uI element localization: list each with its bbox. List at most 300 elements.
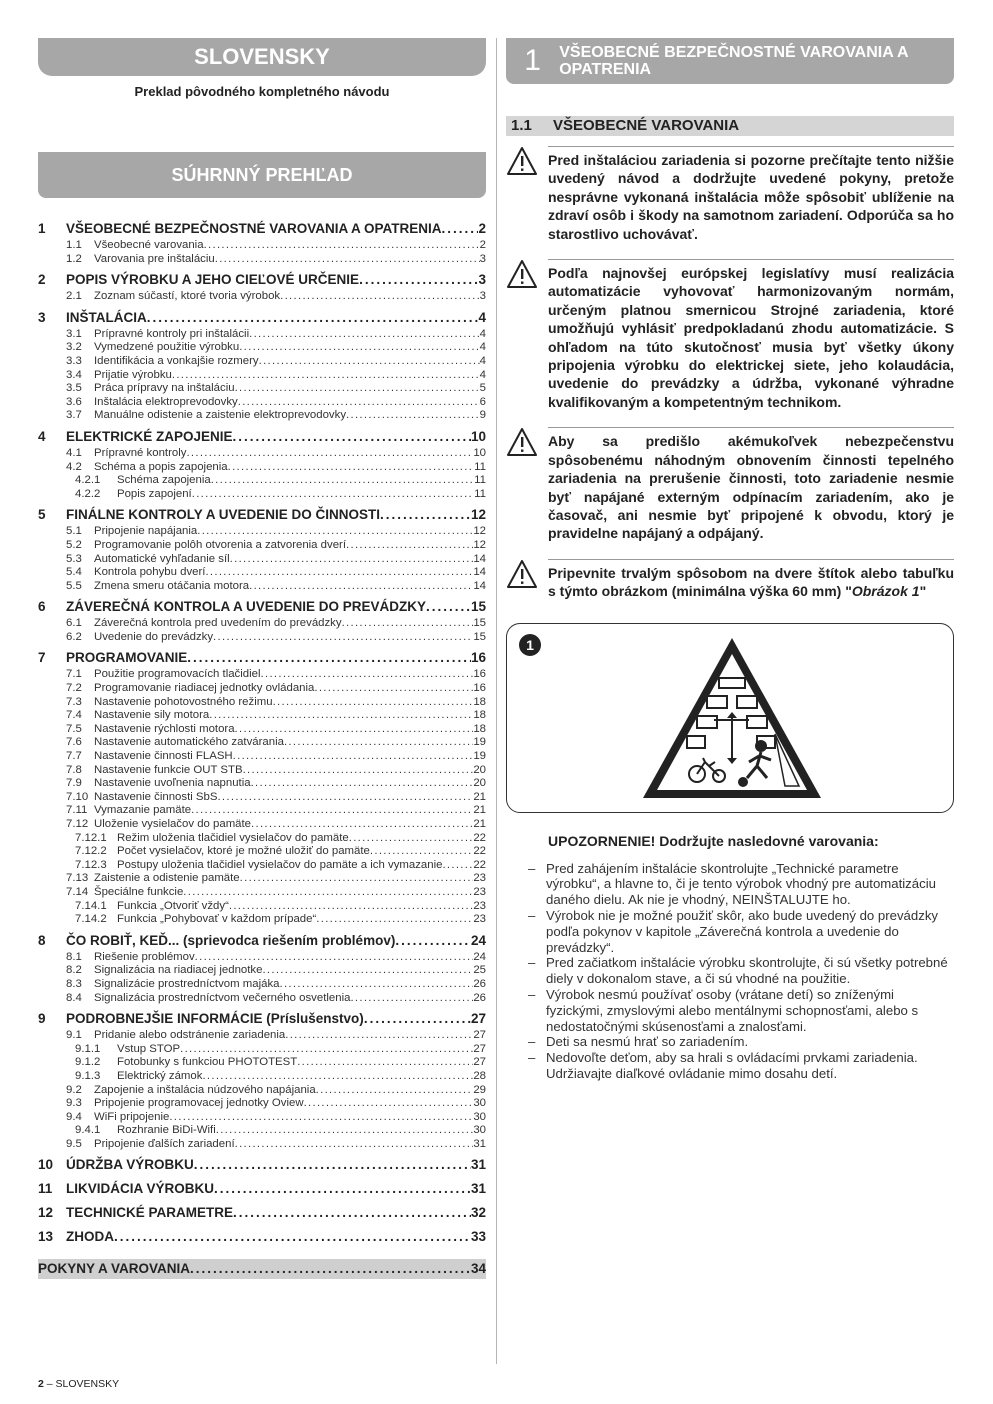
warning-text: Aby sa predišlo akémukoľvek nebezpečenstvu spôsobenému náhodným obnovením činnosti tepelného zariadenia na prerušenie činnosti, toto zariadenie nesmie byť napájané externým odpínacím zariadením, ako je časovač, ani nesmie byť pripojené k obvodu, ktorý je pravidelne napájaný a odpájaný.: [548, 427, 954, 542]
toc-num: 8.2: [66, 964, 82, 977]
toc-num: 9: [38, 1011, 46, 1027]
toc-num: 3.7: [66, 409, 82, 422]
toc-num: 3.4: [66, 368, 82, 381]
toc-num: 7.2: [66, 682, 82, 695]
toc-page: 14: [473, 579, 486, 592]
toc-section-1[interactable]: [38, 218, 486, 239]
toc-page: 3: [479, 252, 486, 265]
toc-num: 5.4: [66, 566, 82, 579]
toc-subsection-9.1.1[interactable]: [38, 1043, 486, 1057]
warning-text: Pripevnite trvalým spôsobom na dvere štítok alebo tabuľku s týmto obrázkom (minimálna výška 60 mm) "Obrázok 1": [548, 559, 954, 601]
toc-num: 7.14: [66, 885, 89, 898]
toc-page: 28: [473, 1069, 486, 1082]
toc-num: 4.2.1: [75, 474, 101, 487]
toc-subsection-7.1[interactable]: [38, 668, 486, 682]
toc-num: 8.1: [66, 950, 82, 963]
toc-dots: [316, 913, 473, 927]
toc-page: 29: [473, 1083, 486, 1096]
toc-section-12[interactable]: [38, 1202, 486, 1223]
toc-num: 9.1: [66, 1029, 82, 1042]
toc-subsection-6.1[interactable]: [38, 617, 486, 631]
toc-title: Programovanie riadiacej jednotky ovládania: [94, 682, 315, 695]
toc-subsection-5.2[interactable]: [38, 539, 486, 553]
toc-subsection-3.4[interactable]: [38, 369, 486, 383]
toc-dots: [169, 1111, 473, 1125]
toc-num: 2.1: [66, 290, 82, 303]
toc-dots: [284, 736, 473, 750]
toc-num: 8: [38, 932, 46, 948]
bullet-dash: –: [528, 907, 536, 923]
warning-triangle-icon: [506, 559, 548, 601]
caution-list: [528, 860, 954, 1082]
list-item: [528, 1034, 954, 1050]
bullet-dash: –: [528, 955, 536, 971]
toc-num: 9.5: [66, 1137, 82, 1150]
toc-dots: [364, 1008, 471, 1029]
toc-subsection-9.5[interactable]: [38, 1138, 486, 1152]
toc-title: Riešenie problémov: [94, 950, 195, 963]
toc-dots: [194, 1154, 471, 1175]
toc-subsection-4.2.2[interactable]: [38, 488, 486, 502]
toc-title: Prípravné kontroly pri inštalácii: [94, 327, 250, 340]
toc-page: 31: [473, 1137, 486, 1150]
toc-title: Nastavenie sily motora: [94, 709, 210, 722]
toc-page: 15: [473, 630, 486, 643]
list-item-text: Pred začiatkom inštalácie výrobku skontrolujte, či sú všetky potrebné diely v dokonalom stave, a či sú vhodné na použitie.: [546, 955, 948, 987]
toc-dots: [228, 461, 475, 475]
toc-subsection-9.4.1[interactable]: [38, 1124, 486, 1138]
warning-text: Podľa najnovšej európskej legislatívy musí realizácia automatizácie vyhovovať harmonizovaným normám, určeným platnou smernicou Strojné zariadenia, ktoré umožňujú vyhlásiť predpokladanú zhodu automatizácie. S ohľadom na túto skutočnosť musia byť všetky úkony pripojenia výrobku do elektrickej siete, jeho kolaudácia, uvedenie do prevádzky a údržba, vykonané výhradne kvalifikovaným a kompetentným technikom.: [548, 259, 954, 411]
toc-section-6[interactable]: [38, 596, 486, 617]
toc-subsection-5.5[interactable]: [38, 580, 486, 594]
toc-subsection-6.2[interactable]: [38, 631, 486, 645]
toc-page: 4: [479, 341, 486, 354]
toc-pokyny-text: POKYNY A VAROVANIA: [38, 1261, 191, 1277]
toc-page: 15: [473, 617, 486, 630]
toc-page: 14: [473, 552, 486, 565]
warning-triangle-icon: [506, 427, 548, 542]
toc-page: 22: [473, 858, 486, 871]
toc-num: 3.5: [66, 382, 82, 395]
toc-dots: [192, 488, 474, 502]
toc-subsection-3.2[interactable]: [38, 341, 486, 355]
toc-num: 7.5: [66, 722, 82, 735]
toc-title: Uvedenie do prevádzky: [94, 630, 214, 643]
toc-subsection-9.3[interactable]: [38, 1097, 486, 1111]
list-item: [528, 986, 954, 1034]
toc-num: 4.1: [66, 446, 82, 459]
toc-page: 10: [470, 428, 486, 444]
toc-title: Všeobecné varovania: [94, 239, 204, 251]
toc-num: 9.4.1: [75, 1124, 101, 1137]
toc-page: 12: [473, 538, 486, 551]
toc-title: Funkcia „Otvoriť vždy“: [117, 899, 229, 912]
toc-title: VŠEOBECNÉ BEZPEČNOSTNÉ VAROVANIA A OPATRENIA: [66, 221, 442, 236]
toc-dots: [191, 804, 473, 818]
toc-subsection-9.1.2[interactable]: [38, 1056, 486, 1070]
toc-dots: [195, 951, 474, 965]
toc-subsection-8.2[interactable]: [38, 964, 486, 978]
toc-subsection-7.10[interactable]: [38, 791, 486, 805]
toc-dots: [314, 682, 473, 696]
toc-title: Nastavenie rýchlosti motora: [94, 722, 235, 735]
toc-dots: [273, 696, 474, 710]
toc-page: 20: [473, 777, 486, 790]
toc-section-13[interactable]: [38, 1226, 486, 1247]
section-number: 1: [524, 44, 541, 77]
toc-title: Signalizácia prostredníctvom večerného osvetlenia: [94, 991, 351, 1004]
toc-page: 23: [473, 885, 486, 898]
column-divider: [496, 38, 497, 1364]
toc-subsection-4.2.1[interactable]: [38, 474, 486, 488]
toc-title: Elektrický zámok: [117, 1069, 203, 1082]
toc-section-2[interactable]: [38, 269, 486, 290]
toc-dots: [249, 328, 480, 342]
toc-page: 2: [479, 239, 486, 251]
toc-dots: [211, 474, 474, 488]
toc-section-5[interactable]: [38, 504, 486, 525]
list-item: [528, 1050, 954, 1082]
toc-dots: [304, 1097, 474, 1111]
toc-title: Programovanie polôh otvorenia a zatvorenia dverí: [94, 538, 347, 551]
toc-num: 9.1.2: [75, 1056, 101, 1069]
bullet-dash: –: [528, 1034, 536, 1050]
toc-subsection-7.12[interactable]: [38, 818, 486, 832]
toc-section-10[interactable]: [38, 1154, 486, 1175]
toc-page: 16: [470, 650, 486, 666]
toc-subsection-7.13[interactable]: [38, 872, 486, 886]
toc-dots: [147, 307, 479, 328]
toc-dots: [442, 859, 473, 873]
toc-section-4[interactable]: [38, 426, 486, 447]
toc-dots: [230, 553, 474, 567]
list-item-text: Výrobok nesmú používať osoby (vrátane detí) so zníženými fyzickými, zmyslovými alebo mentálnymi schopnosťami, alebo s nedostatočnými skúsenosťami a znalosťami.: [546, 986, 919, 1034]
toc-title: Schéma a popis zapojenia: [94, 460, 228, 473]
toc-page: 30: [473, 1110, 486, 1123]
toc-subsection-3.7[interactable]: [38, 409, 486, 423]
toc-subsection-7.12.1[interactable]: [38, 832, 486, 846]
toc-subsection-7.8[interactable]: [38, 764, 486, 778]
toc-dots: [262, 964, 473, 978]
toc-num: 7.13: [66, 872, 89, 885]
toc-num: 4.2: [66, 460, 82, 473]
toc-dots: [243, 764, 474, 778]
toc-title: FINÁLNE KONTROLY A UVEDENIE DO ČINNOSTI: [66, 507, 381, 523]
toc-subsection-7.9[interactable]: [38, 777, 486, 791]
toc-page: 22: [473, 831, 486, 844]
toc-num: 4.2.2: [75, 487, 101, 500]
toc-section-8[interactable]: [38, 930, 486, 951]
toc-subsection-9.4[interactable]: [38, 1111, 486, 1125]
toc-num: 7.9: [66, 777, 82, 790]
toc-num: 9.1.1: [75, 1042, 101, 1055]
figure-number: 1: [519, 634, 541, 656]
toc-num: 2: [38, 272, 46, 288]
toc-dots: [251, 777, 474, 791]
toc-subsection-3.6[interactable]: [38, 396, 486, 410]
toc-subsection-8.3[interactable]: [38, 978, 486, 992]
toc-num: 5: [38, 507, 46, 523]
toc-num: 7.12.2: [75, 845, 107, 858]
figure-1: [506, 623, 954, 813]
toc-page: 16: [473, 682, 486, 695]
subtitle: Preklad pôvodného kompletného návodu: [134, 84, 390, 99]
list-item: [528, 955, 954, 987]
toc-num: 5.1: [66, 525, 82, 538]
toc-num: 9.4: [66, 1110, 82, 1123]
toc-title: Nastavenie činnosti FLASH: [94, 750, 233, 763]
toc-num: 9.3: [66, 1097, 82, 1110]
toc-num: 8.4: [66, 991, 82, 1004]
toc-page: 27: [473, 1056, 486, 1069]
toc-title: Záverečná kontrola pred uvedením do prevádzky: [94, 617, 342, 630]
toc-pokyny-page: 34: [470, 1261, 486, 1277]
toc-dots: [350, 992, 473, 1006]
toc-page: 9: [479, 409, 486, 422]
toc-subsection-7.4[interactable]: [38, 709, 486, 723]
toc-dots: [233, 1202, 471, 1223]
right-column: [506, 38, 954, 1082]
toc-dots: [190, 1259, 471, 1279]
toc-title: Vymazanie pamäte: [94, 804, 192, 817]
toc-num: 7.8: [66, 763, 82, 776]
toc-subsection-4.2[interactable]: [38, 461, 486, 475]
toc-num: 7: [38, 650, 46, 666]
toc-subsection-3.3[interactable]: [38, 355, 486, 369]
toc-dots: [359, 269, 478, 290]
toc-num: 7.3: [66, 695, 82, 708]
toc-title: ELEKTRICKÉ ZAPOJENIE: [66, 428, 233, 444]
toc-num: 7.6: [66, 736, 82, 749]
toc-subsection-5.4[interactable]: [38, 566, 486, 580]
toc-subsection-5.3[interactable]: [38, 553, 486, 567]
toc-title: Režim uloženia tlačidiel vysielačov do pamäte: [117, 831, 349, 844]
toc-subsection-7.6[interactable]: [38, 736, 486, 750]
toc-subsection-4.1[interactable]: [38, 447, 486, 461]
toc-pokyny[interactable]: [38, 1259, 486, 1279]
toc-section-11[interactable]: [38, 1178, 486, 1199]
toc-subsection-7.14[interactable]: [38, 886, 486, 900]
toc-dots: [349, 832, 474, 846]
toc-dots: [240, 872, 474, 886]
toc-dots: [180, 1043, 473, 1057]
toc-title: Nastavenie pohotovostného režimu: [94, 695, 273, 708]
toc-dots: [229, 900, 473, 914]
toc-subsection-9.1[interactable]: [38, 1029, 486, 1043]
toc-title: Nastavenie automatického zatvárania: [94, 736, 284, 749]
toc-title: Práca prípravy na inštaláciu: [94, 382, 235, 395]
toc-subsection-9.1.3[interactable]: [38, 1070, 486, 1084]
toc-subsection-7.3[interactable]: [38, 696, 486, 710]
toc-subsection-1.2[interactable]: [38, 253, 486, 267]
toc-page: 24: [470, 932, 486, 948]
toc-dots: [187, 647, 471, 668]
toc-num: 7.10: [66, 790, 89, 803]
list-item-text: Nedovoľte deťom, aby sa hrali s ovládacími prvkami zariadenia. Udržiavajte diaľkové ovládanie mimo dosahu detí.: [546, 1050, 918, 1081]
toc-section-7[interactable]: [38, 647, 486, 668]
toc-title: Nastavenie uvoľnenia napnutia: [94, 777, 251, 790]
toc-page: 10: [473, 446, 486, 459]
toc-subsection-9.2[interactable]: [38, 1084, 486, 1098]
toc-page: 31: [470, 1157, 486, 1173]
toc-title: ČO ROBIŤ, KEĎ... (sprievodca riešením problémov): [66, 932, 396, 948]
toc-subsection-8.4[interactable]: [38, 992, 486, 1006]
toc-dots: [202, 1070, 473, 1084]
toc-num: 3: [38, 309, 46, 325]
toc-dots: [235, 1138, 474, 1152]
toc-page: 18: [473, 722, 486, 735]
toc-dots: [238, 396, 480, 410]
toc-dots: [395, 930, 471, 951]
language-banner: SLOVENSKY: [38, 38, 486, 76]
toc-subsection-7.14.2[interactable]: [38, 913, 486, 927]
toc-num: 1.1: [66, 239, 82, 251]
list-item-text: Pred zahájením inštalácie skontrolujte „Technické parametre výrobku“, a hlavne to, či je tento výrobok vhodný pre automatizáciu daného dielu. Ak nie je vhodný, NEINŠTALUJTE ho.: [546, 860, 936, 908]
toc-subsection-7.7[interactable]: [38, 750, 486, 764]
toc-title: Nastavenie činnosti SbS: [94, 790, 218, 803]
toc-page: 23: [473, 913, 486, 926]
subsection-number: 1.1: [511, 117, 532, 134]
toc-page: 3: [478, 272, 486, 288]
page-footer: 2 – SLOVENSKY: [38, 1378, 120, 1390]
toc-title: Zapojenie a inštalácia núdzového napájania: [94, 1083, 316, 1096]
toc-dots: [239, 341, 479, 355]
toc-dots: [280, 290, 480, 304]
list-item: [528, 860, 954, 908]
toc-title: Počet vysielačov, ktoré je možné uložiť do pamäte: [117, 845, 370, 858]
toc-page: 11: [474, 460, 486, 473]
toc-num: 1.2: [66, 252, 82, 265]
toc-title: Špeciálne funkcie: [94, 885, 184, 898]
toc-dots: [346, 409, 480, 423]
toc-dots: [442, 218, 479, 239]
toc-subsection-8.1[interactable]: [38, 951, 486, 965]
toc-num: 6.2: [66, 630, 82, 643]
toc-page: 25: [473, 964, 486, 977]
toc-page: 32: [470, 1205, 486, 1221]
toc-dots: [213, 631, 473, 645]
toc-title: Fotobunky s funkciou PHOTOTEST: [117, 1056, 298, 1069]
toc-page: 11: [474, 474, 486, 487]
toc-dots: [285, 1029, 473, 1043]
toc-title: Rozhranie BiDi-Wifi: [117, 1124, 216, 1137]
left-column: [38, 38, 486, 1279]
toc-page: 18: [473, 709, 486, 722]
toc-num: 7.12: [66, 818, 89, 830]
toc-num: 3.3: [66, 354, 82, 367]
toc-title: Postupy uloženia tlačidiel vysielačov do pamäte a ich vymazanie: [117, 858, 443, 871]
toc-title: PODROBNEJŠIE INFORMÁCIE (Príslušenstvo): [66, 1011, 364, 1027]
toc-dots: [235, 723, 474, 737]
toc-page: 27: [473, 1029, 486, 1042]
toc-subsection-7.11[interactable]: [38, 804, 486, 818]
toc-dots: [297, 1056, 473, 1070]
toc-subsection-3.1[interactable]: [38, 328, 486, 342]
toc-subsection-7.12.2[interactable]: [38, 845, 486, 859]
toc-num: 7.14.1: [75, 899, 107, 912]
toc-page: 4: [479, 327, 486, 340]
toc-subsection-7.5[interactable]: [38, 723, 486, 737]
toc-title: PROGRAMOVANIE: [66, 650, 188, 666]
toc-page: 6: [479, 395, 486, 408]
toc-page: 12: [470, 507, 486, 523]
toc-dots: [217, 791, 473, 805]
toc-subsection-1.1[interactable]: [38, 239, 486, 253]
toc-section-9[interactable]: [38, 1008, 486, 1029]
toc-dots: [216, 1124, 474, 1138]
toc-title: Identifikácia a vonkajšie rozmery: [94, 354, 259, 367]
toc-page: 26: [473, 991, 486, 1004]
warnings-list: [506, 146, 954, 543]
toc-num: 12: [38, 1205, 54, 1221]
toc-dots: [233, 750, 474, 764]
toc-dots: [197, 525, 473, 539]
toc-title: Manuálne odistenie a zaistenie elektroprevodovky: [94, 409, 347, 422]
toc-dots: [204, 239, 480, 253]
toc-page: 27: [470, 1011, 486, 1027]
toc-page: 18: [473, 695, 486, 708]
toc-subsection-7.12.3[interactable]: [38, 859, 486, 873]
toc-title: Signalizácia na riadiacej jednotke: [94, 964, 263, 977]
toc-title: Prípravné kontroly: [94, 446, 187, 459]
toc-dots: [209, 709, 473, 723]
toc-num: 5.5: [66, 579, 82, 592]
toc-subsection-7.2[interactable]: [38, 682, 486, 696]
toc-page: 4: [479, 368, 486, 381]
toc-num: 9.2: [66, 1083, 82, 1096]
toc-title: Zoznam súčastí, ktoré tvoria výrobok: [94, 290, 281, 303]
toc-dots: [205, 566, 473, 580]
toc-page: 11: [474, 487, 486, 500]
toc-page: 2: [478, 221, 486, 236]
toc-dots: [342, 617, 474, 631]
list-item: [528, 907, 954, 955]
toc-title: Zmena smeru otáčania motora: [94, 579, 250, 592]
toc-title: Automatické vyhľadanie síl: [94, 552, 230, 565]
toc-num: 6: [38, 599, 46, 615]
toc-page: 19: [473, 736, 486, 749]
toc-subsection-5.1[interactable]: [38, 525, 486, 539]
toc-subsection-3.5[interactable]: [38, 382, 486, 396]
footer-language: SLOVENSKY: [55, 1378, 120, 1390]
toc-title: ÚDRŽBA VÝROBKU: [66, 1157, 194, 1173]
toc-subsection-7.14.1[interactable]: [38, 900, 486, 914]
warning-item: [506, 146, 954, 243]
toc-subsection-2.1[interactable]: [38, 290, 486, 304]
toc-dots: [316, 1084, 474, 1098]
toc-title: ZÁVEREČNÁ KONTROLA A UVEDENIE DO PREVÁDZKY: [66, 599, 427, 615]
table-of-contents: [38, 218, 486, 1247]
toc-section-3[interactable]: [38, 307, 486, 328]
toc-title: Uloženie vysielačov do pamäte: [94, 818, 252, 830]
toc-num: 7.4: [66, 709, 82, 722]
toc-dots: [261, 668, 474, 682]
bullet-dash: –: [528, 1050, 536, 1066]
toc-dots: [183, 886, 473, 900]
toc-num: 9.1.3: [75, 1069, 101, 1082]
subsection-title: VŠEOBECNÉ VAROVANIA: [553, 117, 740, 134]
toc-page: 33: [470, 1229, 486, 1245]
toc-title: Zaistenie a odistenie pamäte: [94, 872, 240, 885]
toc-title: TECHNICKÉ PARAMETRE: [66, 1205, 234, 1221]
toc-title: Funkcia „Pohybovať v každom prípade“: [117, 913, 317, 926]
toc-dots: [346, 539, 473, 553]
toc-page: 31: [470, 1181, 486, 1197]
toc-title: Pripojenie programovacej jednotky Oview: [94, 1097, 304, 1110]
child-danger-sign-icon: [639, 634, 825, 802]
toc-num: 7.14.2: [75, 913, 107, 926]
toc-title: Kontrola pohybu dverí: [94, 566, 206, 579]
